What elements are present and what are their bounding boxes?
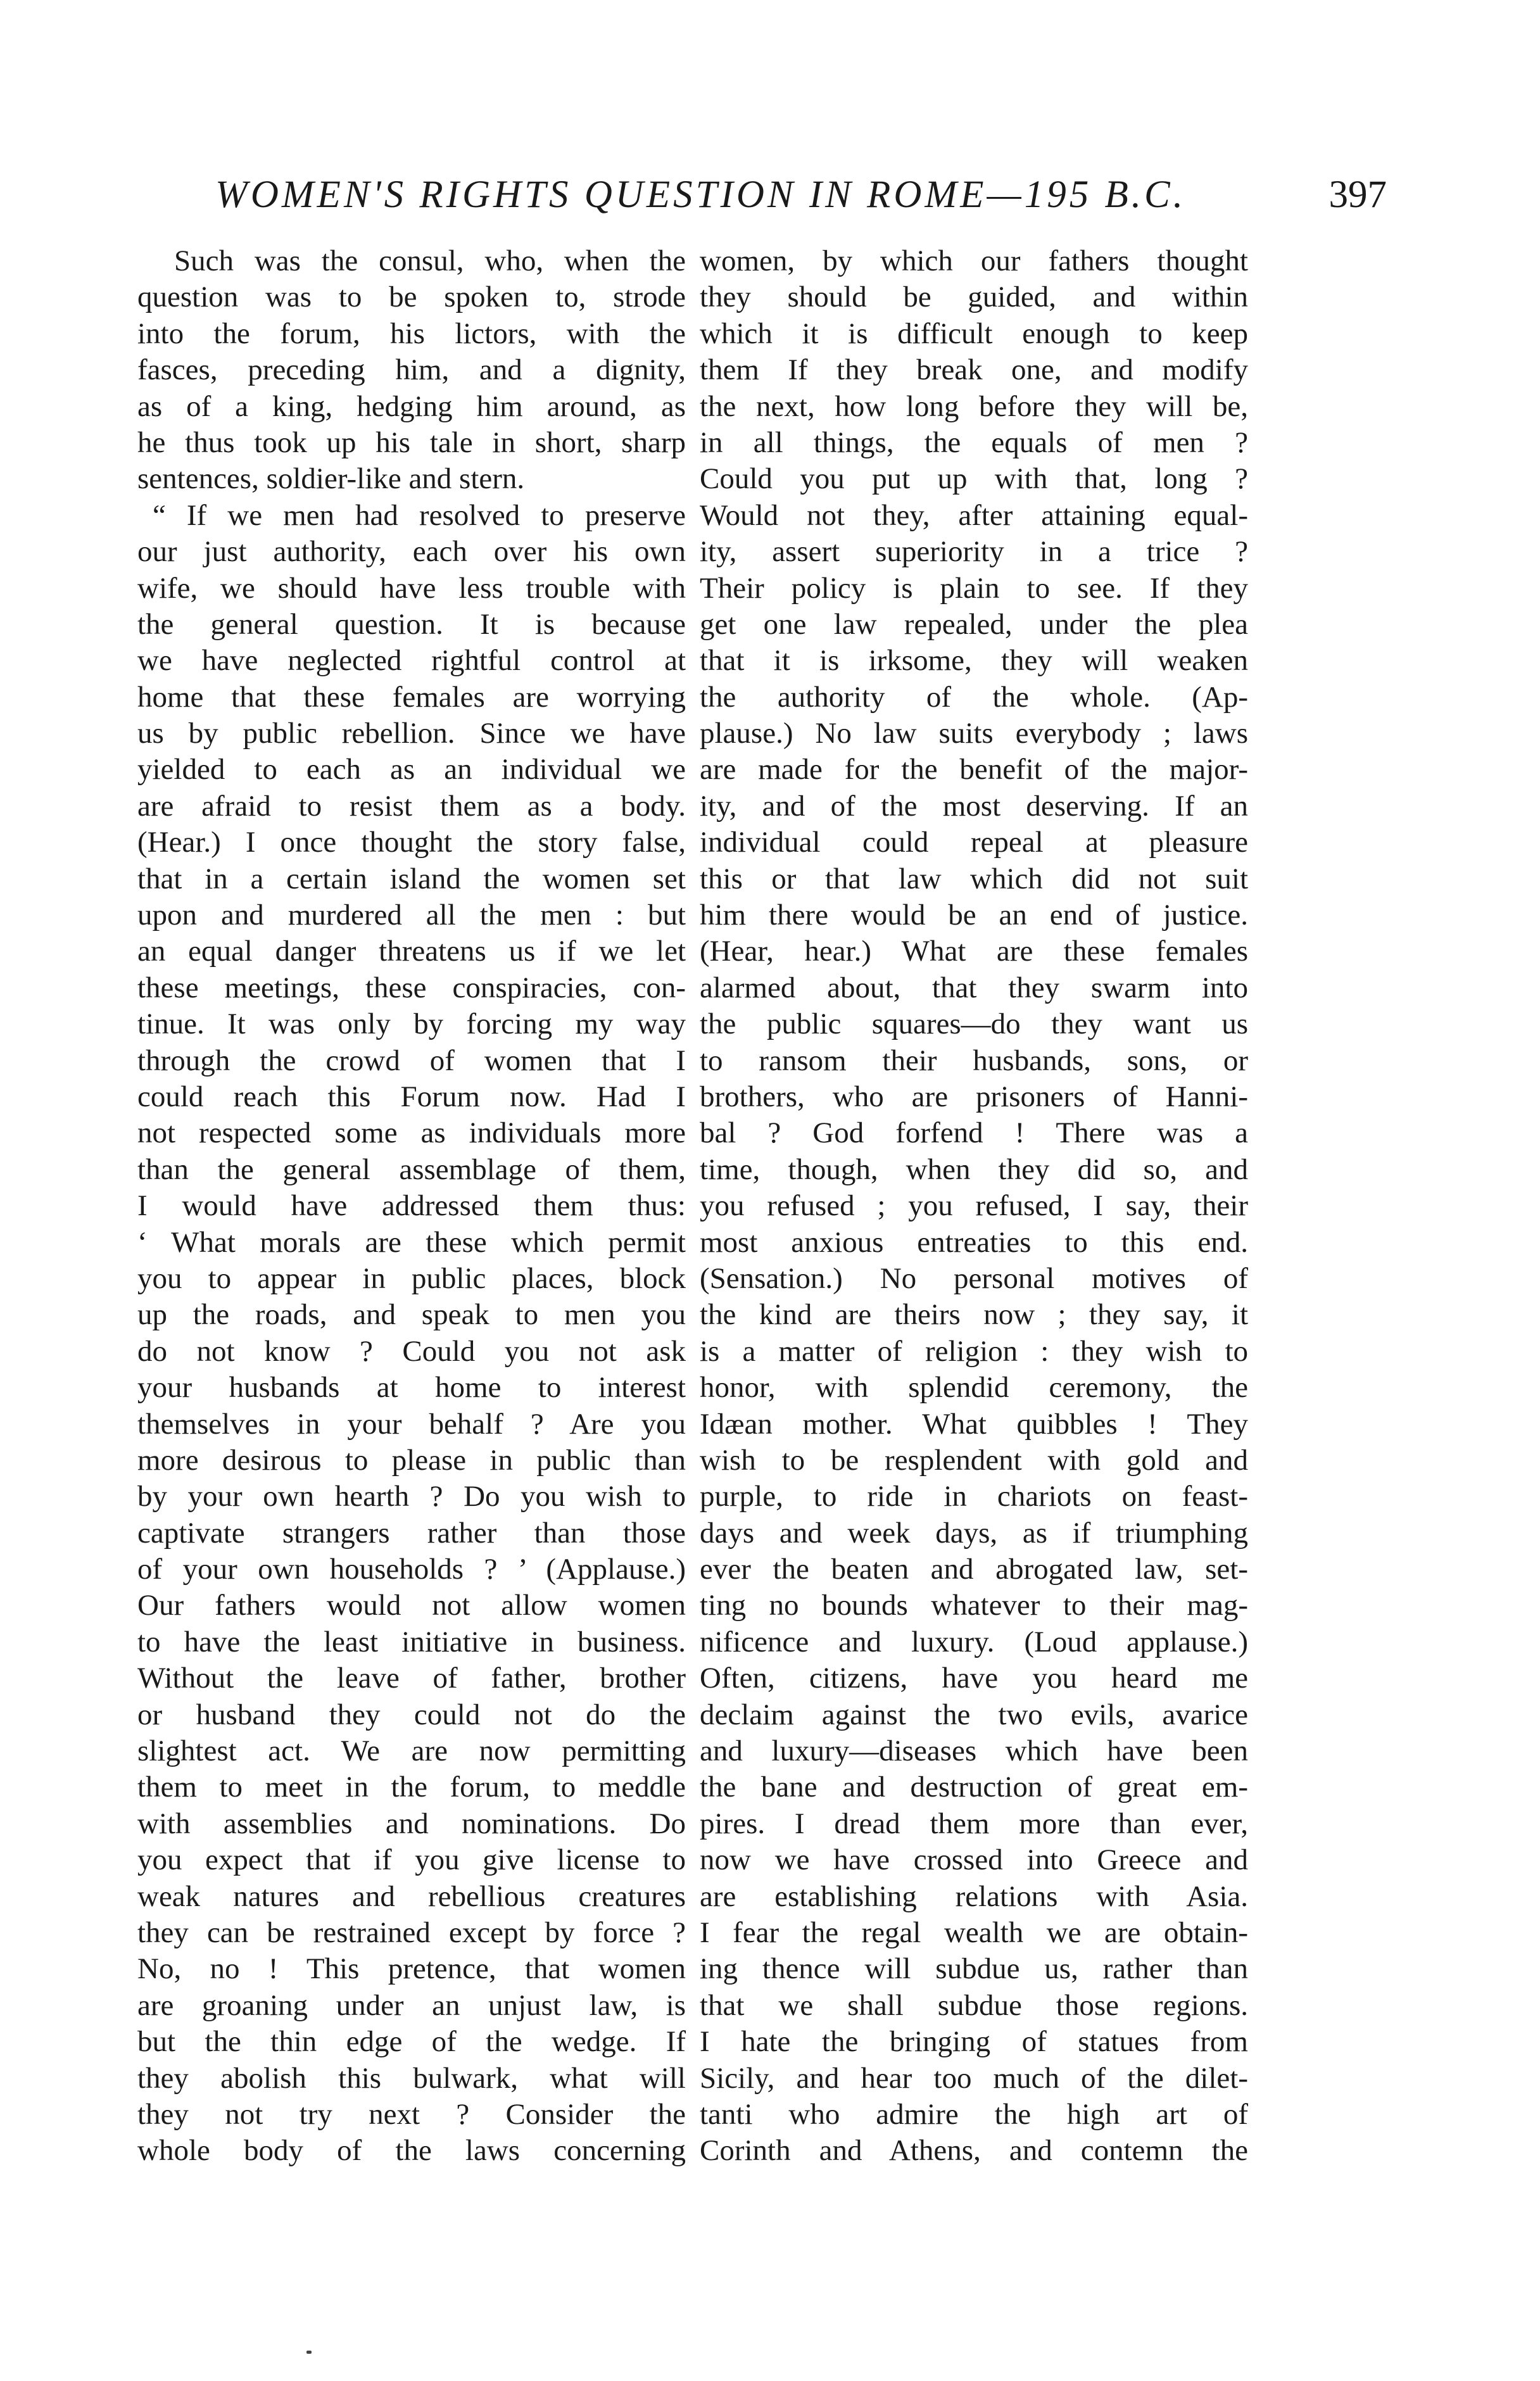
- text-line: (Hear.) I once thought the story false,: [137, 826, 686, 859]
- text-line: up the roads, and speak to men you: [137, 1298, 686, 1332]
- text-line: by your own hearth ? Do you wish to: [137, 1480, 686, 1513]
- text-line: are made for the benefit of the major-: [700, 753, 1248, 786]
- text-line: not respected some as individuals more: [137, 1116, 686, 1150]
- text-line: are groaning under an unjust law, is: [137, 1988, 686, 2022]
- text-line: I would have addressed them thus:: [137, 1189, 686, 1223]
- text-line: that in a certain island the women set: [137, 862, 686, 895]
- page-number: 397: [1329, 174, 1387, 216]
- text-line: an equal danger threatens us if we let: [137, 935, 686, 968]
- text-line: we have neglected rightful control at: [137, 644, 686, 678]
- text-line: the kind are theirs now ; they say, it: [700, 1298, 1248, 1332]
- text-line: through the crowd of women that I: [137, 1044, 686, 1077]
- text-line: No, no ! This pretence, that women: [137, 1952, 686, 1986]
- text-line: honor, with splendid ceremony, the: [700, 1371, 1248, 1405]
- text-line: Their policy is plain to see. If they: [700, 571, 1248, 605]
- ink-speck: [306, 2351, 312, 2354]
- text-line: wife, we should have less trouble with: [137, 571, 686, 605]
- text-line: your husbands at home to interest: [137, 1371, 686, 1405]
- text-line: the bane and destruction of great em-: [700, 1771, 1248, 1804]
- text-line: our just authority, each over his own: [137, 535, 686, 569]
- text-line: upon and murdered all the men : but: [137, 899, 686, 932]
- text-line: these meetings, these conspiracies, con-: [137, 971, 686, 1004]
- text-line: they can be restrained except by force ?: [137, 1916, 686, 1949]
- text-line: and luxury—diseases which have been: [700, 1734, 1248, 1768]
- text-line: he thus took up his tale in short, sharp: [137, 426, 686, 459]
- text-line: is a matter of religion : they wish to: [700, 1334, 1248, 1368]
- text-line: them If they break one, and modify: [700, 353, 1248, 387]
- text-line: to ransom their husbands, sons, or: [700, 1044, 1248, 1077]
- text-line: home that these females are worrying: [137, 680, 686, 714]
- text-line: question was to be spoken to, strode: [137, 281, 686, 314]
- text-line: or husband they could not do the: [137, 1698, 686, 1731]
- text-line: the general question. It is because: [137, 607, 686, 641]
- text-line: could reach this Forum now. Had I: [137, 1080, 686, 1113]
- text-line: ting no bounds whatever to their mag-: [700, 1589, 1248, 1622]
- text-line: us by public rebellion. Since we have: [137, 717, 686, 750]
- text-line: weak natures and rebellious creatures: [137, 1879, 686, 1913]
- text-line: I hate the bringing of statues from: [700, 2025, 1248, 2059]
- text-line: Would not they, after attaining equal-: [700, 498, 1248, 532]
- text-line: more desirous to please in public than: [137, 1443, 686, 1477]
- text-line: as of a king, hedging him around, as: [137, 389, 686, 423]
- text-line: alarmed about, that they swarm into: [700, 971, 1248, 1004]
- text-line: Corinth and Athens, and contemn the: [700, 2134, 1248, 2168]
- text-line: now we have crossed into Greece and: [700, 1843, 1248, 1877]
- text-line: yielded to each as an individual we: [137, 753, 686, 786]
- text-line: Sicily, and hear too much of the dilet-: [700, 2061, 1248, 2095]
- text-line: get one law repealed, under the plea: [700, 607, 1248, 641]
- running-title: WOMEN'S RIGHTS QUESTION IN ROME—195 B.C.: [215, 174, 1186, 216]
- text-line: this or that law which did not suit: [700, 862, 1248, 895]
- text-line: Could you put up with that, long ?: [700, 462, 1248, 496]
- text-line: Our fathers would not allow women: [137, 1589, 686, 1622]
- text-line: (Sensation.) No personal motives of: [700, 1261, 1248, 1295]
- text-line: that it is irksome, they will weaken: [700, 644, 1248, 678]
- text-line: sentences, soldier-like and stern.: [137, 462, 525, 496]
- text-line: brothers, who are prisoners of Hanni-: [700, 1080, 1248, 1113]
- text-line: whole body of the laws concerning: [137, 2134, 686, 2168]
- text-line: Idæan mother. What quibbles ! They: [700, 1407, 1248, 1441]
- text-line: tinue. It was only by forcing my way: [137, 1007, 686, 1041]
- text-line: the next, how long before they will be,: [700, 389, 1248, 423]
- text-line: they abolish this bulwark, what will: [137, 2061, 686, 2095]
- text-line: ity, and of the most deserving. If an: [700, 789, 1248, 823]
- text-line: slightest act. We are now permitting: [137, 1734, 686, 1768]
- text-line: ‘ What morals are these which permit: [137, 1225, 686, 1259]
- text-line: into the forum, his lictors, with the: [137, 317, 686, 350]
- text-line: to have the least initiative in business.: [137, 1625, 686, 1658]
- text-line: wish to be resplendent with gold and: [700, 1443, 1248, 1477]
- text-line: him there would be an end of justice.: [700, 899, 1248, 932]
- text-line: fasces, preceding him, and a dignity,: [137, 353, 686, 387]
- text-line: of your own households ? ’ (Applause.): [137, 1553, 686, 1586]
- text-line: which it is difficult enough to keep: [700, 317, 1248, 350]
- text-line: with assemblies and nominations. Do: [137, 1807, 686, 1840]
- text-line: purple, to ride in chariots on feast-: [700, 1480, 1248, 1513]
- text-line: pires. I dread them more than ever,: [700, 1807, 1248, 1840]
- text-line: declaim against the two evils, avarice: [700, 1698, 1248, 1731]
- text-line: do not know ? Could you not ask: [137, 1334, 686, 1368]
- text-line: bal ? God forfend ! There was a: [700, 1116, 1248, 1150]
- text-line: Without the leave of father, brother: [137, 1662, 686, 1695]
- text-line: are establishing relations with Asia.: [700, 1879, 1248, 1913]
- text-line: in all things, the equals of men ?: [700, 426, 1248, 459]
- text-line: they should be guided, and within: [700, 281, 1248, 314]
- text-line: I fear the regal wealth we are obtain-: [700, 1916, 1248, 1949]
- text-line: them to meet in the forum, to meddle: [137, 1771, 686, 1804]
- left-column: [137, 243, 686, 2169]
- text-line: nificence and luxury. (Loud applause.): [700, 1625, 1248, 1658]
- text-line: (Hear, hear.) What are these females: [700, 935, 1248, 968]
- text-line: captivate strangers rather than those: [137, 1516, 686, 1550]
- text-line: the public squares—do they want us: [700, 1007, 1248, 1041]
- text-line: Such was the consul, who, when the: [174, 244, 686, 277]
- text-line: ity, assert superiority in a trice ?: [700, 535, 1248, 569]
- right-column: [700, 243, 1248, 2169]
- text-line: the authority of the whole. (Ap-: [700, 680, 1248, 714]
- text-line: you refused ; you refused, I say, their: [700, 1189, 1248, 1223]
- text-line: themselves in your behalf ? Are you: [137, 1407, 686, 1441]
- text-line: women, by which our fathers thought: [700, 244, 1248, 277]
- text-line: ever the beaten and abrogated law, set-: [700, 1553, 1248, 1586]
- running-head: [215, 170, 1387, 220]
- text-line: you expect that if you give license to: [137, 1843, 686, 1877]
- text-line: tanti who admire the high art of: [700, 2097, 1248, 2131]
- text-line: but the thin edge of the wedge. If: [137, 2025, 686, 2059]
- text-line: plause.) No law suits everybody ; laws: [700, 717, 1248, 750]
- text-line: individual could repeal at pleasure: [700, 826, 1248, 859]
- text-line: “ If we men had resolved to preserve: [153, 498, 686, 532]
- text-line: time, though, when they did so, and: [700, 1153, 1248, 1186]
- text-line: they not try next ? Consider the: [137, 2097, 686, 2131]
- text-line: days and week days, as if triumphing: [700, 1516, 1248, 1550]
- text-line: you to appear in public places, block: [137, 1261, 686, 1295]
- text-line: than the general assemblage of them,: [137, 1153, 686, 1186]
- text-line: ing thence will subdue us, rather than: [700, 1952, 1248, 1986]
- text-line: most anxious entreaties to this end.: [700, 1225, 1248, 1259]
- text-line: that we shall subdue those regions.: [700, 1988, 1248, 2022]
- text-line: Often, citizens, have you heard me: [700, 1662, 1248, 1695]
- text-line: are afraid to resist them as a body.: [137, 789, 686, 823]
